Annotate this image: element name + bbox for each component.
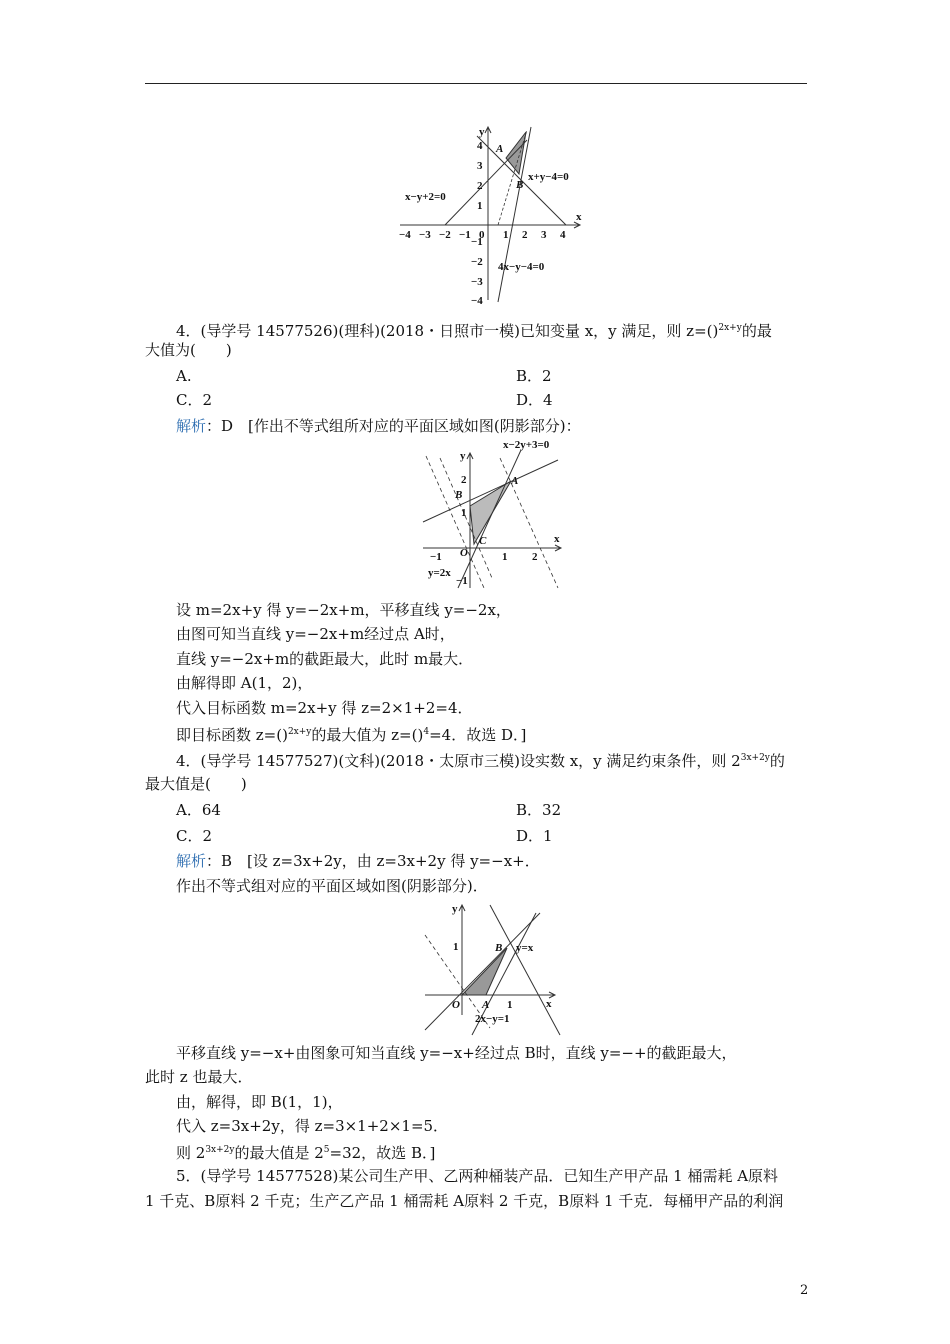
- figure-3-region-graph: [420, 900, 570, 1035]
- sol4a-line1: 设 m=2x+y 得 y=−2x+m，平移直线 y=−2x，: [176, 601, 511, 619]
- q4b-option-a: A．64: [176, 801, 221, 819]
- fig1-y-tick-m2: −2: [471, 256, 483, 268]
- fig1-x-tick-0: 0: [479, 229, 485, 241]
- fig2-y-label: y: [460, 450, 466, 462]
- q4b-option-c: C．2: [176, 827, 213, 845]
- fig1-point-a: A: [496, 143, 504, 155]
- q5-line1: 5．(导学号 14577528)某公司生产甲、乙两种桶装产品．已知生产甲产品 1 桶需耗 A原料: [176, 1167, 779, 1185]
- figure-1-region-graph: [395, 122, 595, 307]
- fig1-y-tick-4: 4: [477, 140, 483, 152]
- fig1-x-tick-m4: −4: [399, 229, 411, 241]
- fig1-x-tick-1: 1: [503, 229, 509, 241]
- sol4b-line1: 平移直线 y=−x+由图象可知当直线 y=−x+经过点 B时，直线 y=−+的截距最大，: [176, 1044, 737, 1062]
- fig1-y-tick-m1: −1: [471, 236, 483, 248]
- q4b-option-d: D．1: [516, 827, 553, 845]
- sol4a-line4: 由解得即 A(1，2)，: [176, 674, 313, 692]
- q4b-stem-line1: 4．(导学号 14577527)(文科)(2018・太原市三模)设实数 x，y 满足约束条件，则 $2^{3x+2y}$的: [176, 752, 785, 770]
- fig2-dashed-3: [500, 458, 558, 588]
- fig1-x-tick-m1: −1: [459, 229, 471, 241]
- q4b-answer-line: 解析：B [设 z=3x+2y，由 z=3x+2y 得 y=−x+．: [176, 852, 540, 870]
- q4a-option-d: D．4: [516, 391, 553, 409]
- q4a-option-c: C．2: [176, 391, 213, 409]
- fig3-y-label: y: [452, 903, 458, 915]
- sol4b-line3: 由，解得，即 B(1，1)，: [176, 1093, 343, 1111]
- fig1-x-tick-2: 2: [522, 229, 528, 241]
- fig3-x-label: x: [546, 998, 552, 1010]
- q5-line2: 1 千克、B原料 2 千克；生产乙产品 1 桶需耗 A原料 2 千克，B原料 1 千克．每桶甲产品的利润: [145, 1192, 784, 1210]
- q4b-exponent: 3x+2y: [740, 753, 770, 763]
- q4b-option-b: B．32: [516, 801, 562, 819]
- fig2-x-tick-m1: −1: [430, 551, 442, 563]
- fig2-point-a: A: [511, 475, 519, 487]
- page-number: 2: [800, 1283, 809, 1298]
- header-rule: [145, 83, 807, 84]
- q4b-answer-line2: 作出不等式组对应的平面区域如图(阴影部分)．: [176, 877, 488, 895]
- fig1-y-tick-m3: −3: [471, 276, 483, 288]
- fig2-label-y2x: y=2x: [428, 567, 451, 579]
- q4a-answer-label: 解析: [176, 417, 207, 435]
- figure-2-region-graph: [418, 438, 598, 588]
- q4a-option-a: A.: [176, 367, 192, 385]
- fig2-x-tick-1: 1: [502, 551, 508, 563]
- q4a-exponent: 2x+y: [718, 323, 742, 333]
- fig3-label-line2: 2x−y=1: [475, 1013, 510, 1025]
- fig1-point-b: B: [516, 179, 524, 191]
- fig1-x-tick-4: 4: [560, 229, 566, 241]
- q4b-stem-line2: 最大值是( ): [145, 775, 247, 793]
- q4b-answer-label: 解析: [176, 852, 207, 870]
- fig1-label-line2: x+y−4=0: [528, 171, 569, 183]
- fig1-x-tick-m2: −2: [439, 229, 451, 241]
- fig2-label-line: x−2y+3=0: [503, 439, 550, 451]
- fig1-x-tick-3: 3: [541, 229, 547, 241]
- fig2-x-label: x: [554, 533, 560, 545]
- fig1-y-label: y: [479, 126, 485, 138]
- sol4b-line5: 则 $2^{3x+2y}$的最大值是 $2^5=32$，故选 B．]: [176, 1144, 436, 1162]
- fig1-y-tick-m4: −4: [471, 295, 483, 307]
- fig2-y-tick-m1: −1: [456, 575, 468, 587]
- fig3-point-b: B: [495, 942, 503, 954]
- fig1-y-tick-1: 1: [477, 200, 483, 212]
- fig2-point-c: C: [479, 535, 487, 547]
- q4a-answer-line: 解析：D [作出不等式组所对应的平面区域如图(阴影部分)：: [176, 417, 581, 435]
- sol4a-line2: 由图可知当直线 y=−2x+m经过点 A时，: [176, 625, 455, 643]
- fig3-y-tick-1: 1: [453, 941, 459, 953]
- fig1-x-label: x: [576, 211, 582, 223]
- q4a-stem-line1: 4．(导学号 14577526)(理科)(2018・日照市一模)已知变量 x，y 满足，则 z=()$^{2x+y}$的最: [176, 322, 772, 340]
- fig2-line-solid-steep: [458, 450, 521, 588]
- fig1-y-tick-2: 2: [477, 180, 483, 192]
- fig2-y-tick-2: 2: [461, 474, 467, 486]
- fig3-point-a: A: [482, 999, 490, 1011]
- sol4a-line6: 即目标函数 z=()$^{2x+y}$的最大值为 z=()$^4$=4．故选 D．]: [176, 726, 527, 744]
- fig1-label-line3: 4x−y−4=0: [498, 261, 545, 273]
- sol4a-line5: 代入目标函数 m=2x+y 得 z=2×1+2=4．: [176, 699, 473, 717]
- fig1-label-line1: x−y+2=0: [405, 191, 446, 203]
- fig3-label-yx: y=x: [516, 942, 534, 954]
- fig3-shaded-region: [462, 948, 507, 995]
- fig2-origin: O: [460, 547, 468, 559]
- sol4a-line3: 直线 y=−2x+m的截距最大，此时 m最大．: [176, 650, 474, 668]
- sol4b-line2: 此时 z 也最大．: [145, 1068, 253, 1086]
- fig1-y-tick-3: 3: [477, 160, 483, 172]
- fig3-origin: O: [452, 999, 460, 1011]
- sol4b-line4: 代入 z=3x+2y，得 z=3×1+2×1=5．: [176, 1117, 449, 1135]
- fig3-x-tick-1: 1: [507, 999, 513, 1011]
- q4a-stem-line2: 大值为( ): [145, 341, 232, 359]
- fig1-x-tick-m3: −3: [419, 229, 431, 241]
- fig2-x-tick-2: 2: [532, 551, 538, 563]
- fig2-point-b: B: [455, 489, 463, 501]
- q4a-option-b: B．2: [516, 367, 552, 385]
- fig2-y-tick-1: 1: [461, 507, 467, 519]
